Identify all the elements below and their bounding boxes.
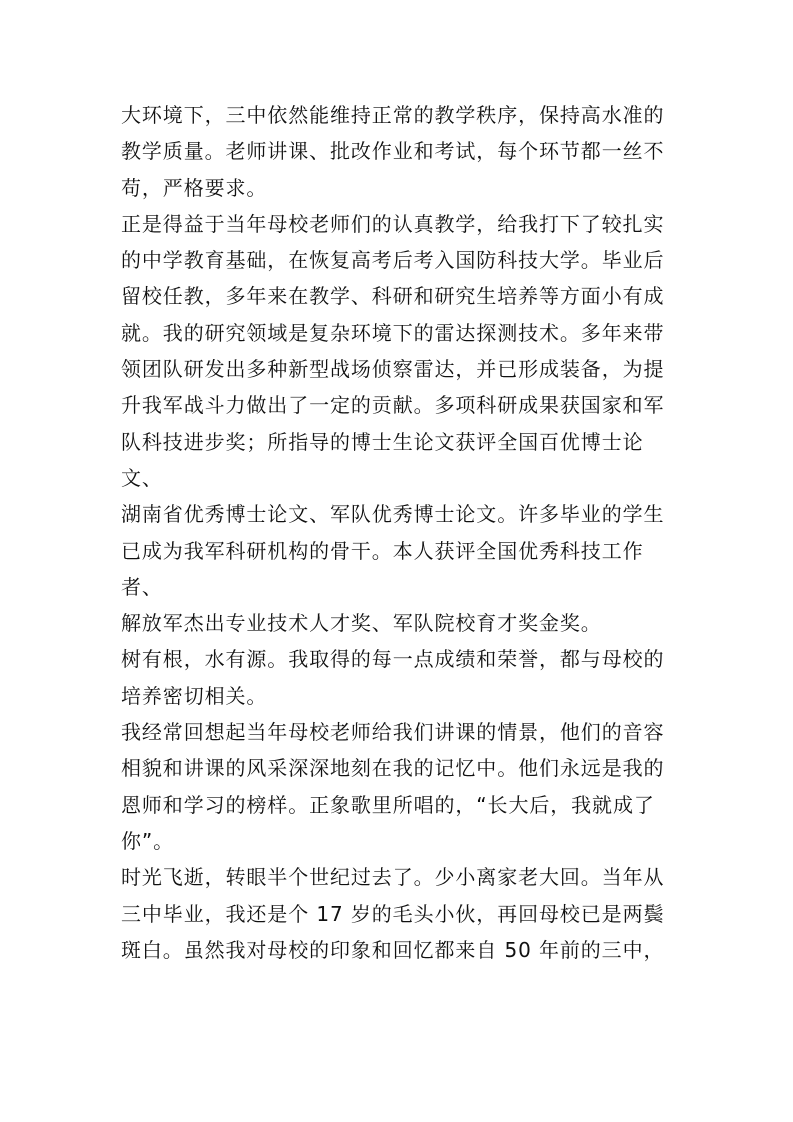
paragraph-roots: 树有根，水有源。我取得的每一点成绩和荣誉，都与母校的 培养密切相关。 [121,647,665,708]
paragraph-career-achievements: 正是得益于当年母校老师们的认真教学，给我打下了较扎实 的中学教育基础，在恢复高考后考入国防科技大学。毕业后 留校任教，多年来在教学、科研和研究生培养等方面小有成 就。我的研究领域是复杂环境下的雷达探测技术。多年来带 领团队研发出多种新型战场侦察雷达，并已形成装备，为提 升我军战斗力做出了一定的贡献。多项科研成果获国家和军 队科技进步奖；所指导的博士生论文获评全国百优博士论文、 湖南省优秀博士论文、军队优秀博士论文。许多毕业的学生 已成为我军科研机构的骨干。本人获评全国优秀科技工作者、 解放军杰出专业技术人才奖、军队院校育才奖金奖。 [121,211,665,636]
paragraph-teaching-quality: 大环境下，三中依然能维持正常的教学秩序，保持高水准的 教学质量。老师讲课、批改作业和考试，每个环节都一丝不 苟，严格要求。 [121,103,665,200]
body-text [121,97,681,968]
paragraph-time-passing: 时光飞逝，转眼半个世纪过去了。少小离家老大回。当年从 三中毕业，我还是个 17 岁的毛头小伙，再回母校已是两鬓 斑白。虽然我对母校的印象和回忆都来自 50 年前的三中， [121,865,665,962]
paragraph-teachers-memory: 我经常回想起当年母校老师给我们讲课的情景，他们的音容 相貌和讲课的风采深深地刻在我的记忆中。他们永远是我的 恩师和学习的榜样。正象歌里所唱的，“长大后，我就成了 你”。 [121,720,665,853]
